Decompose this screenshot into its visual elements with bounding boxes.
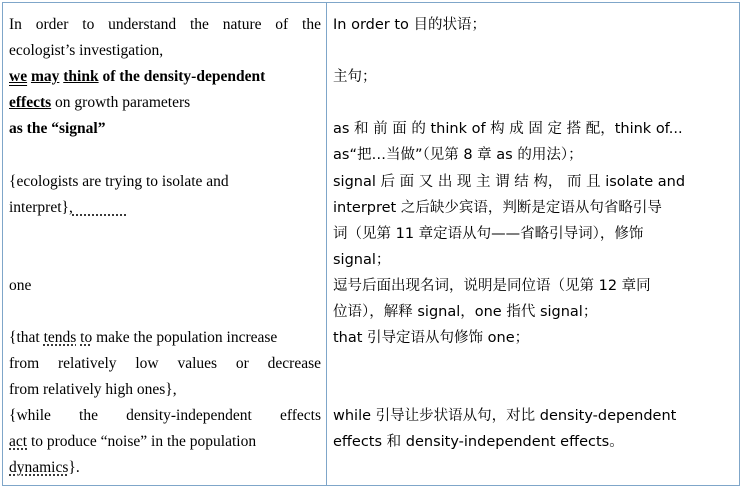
right-row7-line2: effects 和 density-independent effects。 — [333, 434, 624, 450]
right-row4-line2: interpret 之后缺少宾语，判断是定语从句省略引导 — [333, 200, 662, 216]
right-row1: In order to 目的状语； — [333, 17, 487, 33]
verb-think: think — [63, 68, 99, 85]
row6-to: to — [80, 329, 93, 346]
column-divider — [326, 3, 327, 485]
main-clause-tail: on growth parameters — [55, 94, 191, 111]
left-row4-line1: {ecologists are trying to isolate and — [9, 173, 229, 190]
analysis-table — [2, 2, 740, 486]
left-row2-main-clause — [9, 64, 321, 90]
left-row4-line2-text: interpret}, — [9, 199, 73, 216]
right-row2: 主句； — [333, 69, 377, 85]
right-row5-line2: 位语），解释 signal，one 指代 signal； — [333, 304, 598, 320]
left-row1-line2: ecologist’s investigation, — [9, 42, 164, 59]
object-effects: effects — [9, 94, 52, 111]
right-row3-line2: as“把…当做”（见第 8 章 as 的用法）； — [333, 147, 583, 163]
left-row6-line3: from relatively high ones}, — [9, 381, 177, 398]
left-row5-one: one — [9, 277, 32, 294]
row7-dynamics: dynamics — [9, 459, 69, 476]
right-row4-line1: signal 后 面 又 出 现 主 谓 结 构， 而 且 isolate and — [333, 174, 686, 190]
row7-act: act — [9, 433, 28, 450]
dotted-marker — [73, 199, 127, 216]
right-row7-line1: while 引导让步状语从句，对比 density-dependent — [333, 408, 677, 424]
left-row7-line1: {while the density-independent effects — [9, 407, 321, 424]
row7-line2-rest: to produce “noise” in the population — [30, 433, 257, 450]
right-row3-line1: as 和 前 面 的 think of 构 成 固 定 搭 配，think of... — [333, 121, 683, 137]
verb-may: may — [30, 68, 60, 85]
left-row3-as-the-signal: as the “signal” — [9, 120, 106, 137]
row7-end: }. — [68, 459, 80, 476]
row6-that: {that — [9, 329, 40, 346]
right-row6: that 引导定语从句修饰 one； — [333, 330, 530, 346]
left-row7-line2 — [9, 429, 321, 455]
right-row5-line1: 逗号后面出现名词，说明是同位语（见第 12 章同 — [333, 278, 651, 294]
left-row1-line1: In order to understand the nature of the — [9, 16, 321, 33]
left-row6-line2: from relatively low values or decrease — [9, 355, 321, 372]
row6-rest: make the population increase — [96, 329, 278, 346]
left-row7-line3 — [9, 455, 321, 481]
left-row2-line2 — [9, 90, 321, 116]
row6-tends: tends — [43, 329, 77, 346]
main-clause-rest: of the density-dependent — [102, 68, 266, 85]
right-row4-line4: signal； — [333, 252, 391, 268]
right-row4-line3: 词（见第 11 章定语从句——省略引导词），修饰 — [333, 226, 644, 242]
left-row6-line1 — [9, 325, 321, 351]
subject-we: we — [9, 68, 28, 85]
left-row4-line2 — [9, 195, 321, 221]
